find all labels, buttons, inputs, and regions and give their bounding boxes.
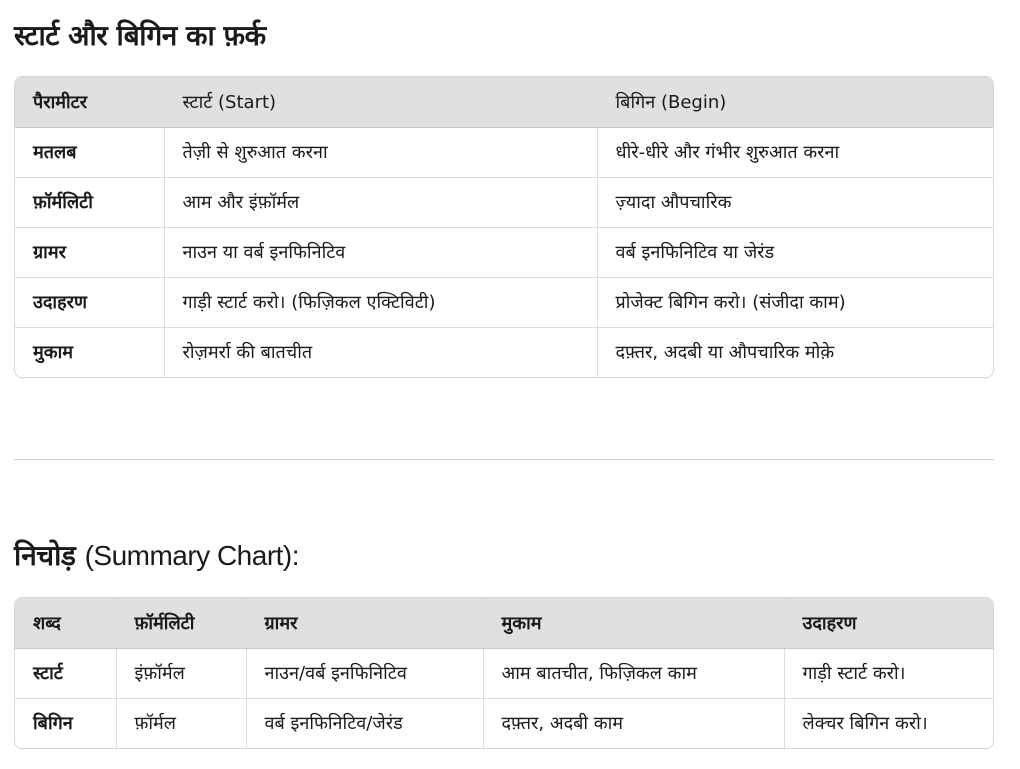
row-label: ग्रामर [15,227,164,277]
row-label: उदाहरण [15,277,164,327]
column-header: ग्रामर [246,598,483,648]
table-row [15,698,993,748]
summary-heading [14,539,300,572]
table-cell: धीरे-धीरे और गंभीर शुरुआत करना [597,127,993,177]
row-label: मतलब [15,127,164,177]
summary-heading-suffix: (Summary Chart): [84,540,300,571]
table-cell: आम और इंफ़ॉर्मल [164,177,597,227]
table-cell: फ़ॉर्मल [116,698,246,748]
table-cell: लेक्चर बिगिन करो। [802,713,928,735]
comparison-table [14,76,994,378]
table-cell: दफ़्तर, अदबी या औपचारिक मोक़े [615,342,835,364]
table-cell: गाड़ी स्टार्ट करो। (फिज़िकल एक्टिविटी) [164,277,597,327]
column-header: फ़ॉर्मलिटी [116,598,246,648]
column-header: पैरामीटर [15,77,164,127]
row-label: मुकाम [15,327,164,377]
table-cell: नाउन/वर्ब इनफिनिटिव [246,648,483,698]
column-header: बिगिन (Begin) [597,77,993,127]
table-cell: तेज़ी से शुरुआत करना [164,127,597,177]
table-row [15,177,993,227]
table-cell: रोज़मर्रा की बातचीत [164,327,597,377]
table-cell: वर्ब इनफिनिटिव या जेरंड [597,227,993,277]
table-cell: प्रोजेक्ट बिगिन करो। (संजीदा काम) [597,277,993,327]
table-row [15,227,993,277]
table-cell: ज़्यादा औपचारिक [597,177,993,227]
row-label: फ़ॉर्मलिटी [15,177,164,227]
table-cell: वर्ब इनफिनिटिव/जेरंड [246,698,483,748]
table-cell: दफ़्तर, अदबी काम [483,698,784,748]
row-label: स्टार्ट [15,648,116,698]
row-label: बिगिन [15,698,116,748]
table-row [15,648,993,698]
summary-heading-text: निचोड़ [14,539,76,572]
column-header: मुकाम [483,598,784,648]
section-divider [14,459,994,460]
table-cell: गाड़ी स्टार्ट करो। [784,648,993,698]
summary-table [14,597,994,749]
column-header: उदाहरण [784,598,993,648]
table-header-row [15,77,993,127]
table-cell: नाउन या वर्ब इनफिनिटिव [164,227,597,277]
table-cell: इंफ़ॉर्मल [116,648,246,698]
comparison-heading: स्टार्ट और बिगिन का फ़र्क [14,19,266,52]
column-header: शब्द [15,598,116,648]
table-cell: आम बातचीत, फिज़िकल काम [483,648,784,698]
table-row [15,327,993,377]
table-row [15,277,993,327]
table-row [15,127,993,177]
table-header-row [15,598,993,648]
column-header: स्टार्ट (Start) [164,77,597,127]
